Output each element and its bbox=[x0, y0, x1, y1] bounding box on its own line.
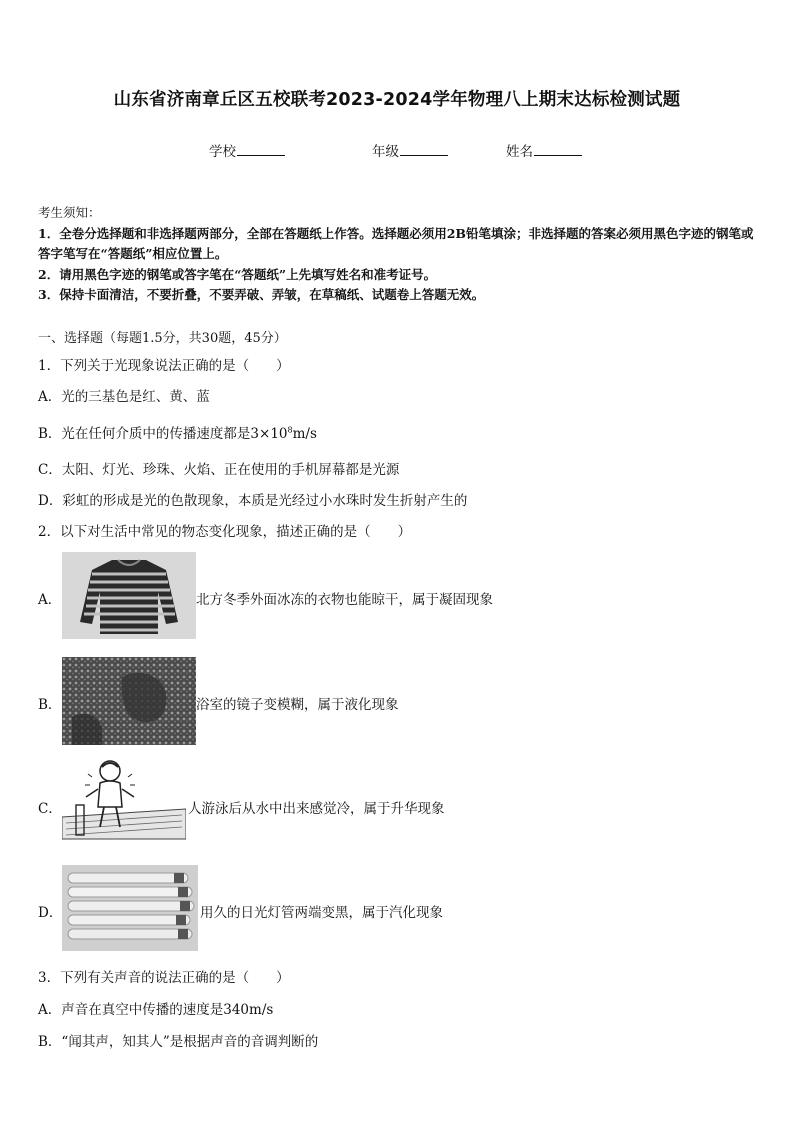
section-heading: 一、选择题（每题1.5分，共30题，45分） bbox=[38, 331, 287, 346]
q2-option-d-label: D． bbox=[38, 905, 63, 921]
q1-option-b-text: B．光在任何介质中的传播速度都是 bbox=[38, 426, 251, 442]
q2-option-b-label: B． bbox=[38, 697, 62, 713]
foggy-mirror-image bbox=[62, 657, 196, 745]
q2-option-a[interactable] bbox=[38, 552, 598, 640]
grade-field[interactable] bbox=[372, 140, 448, 160]
name-label: 姓名 bbox=[506, 144, 533, 160]
shivering-swimmer-image bbox=[62, 757, 186, 845]
q2-option-d[interactable] bbox=[38, 865, 598, 951]
q1-stem: 1．下列关于光现象说法正确的是（ ） bbox=[38, 358, 290, 374]
school-field[interactable] bbox=[209, 140, 285, 160]
fluorescent-tubes-image bbox=[62, 865, 198, 951]
q1-option-d[interactable]: D．彩虹的形成是光的色散现象，本质是光经过小水珠时发生折射产生的 bbox=[38, 493, 468, 509]
notice-item-1: 1．全卷分选择题和非选择题两部分，全部在答题纸上作答。选择题必须用2B铅笔填涂；非选择题的答案必须用黑色字迹的钢笔或答字笔写在“答题纸”相应位置上。 bbox=[38, 225, 754, 261]
name-field[interactable] bbox=[506, 140, 582, 160]
q2-option-c-label: C． bbox=[38, 801, 62, 817]
q1-option-a[interactable]: A．光的三基色是红、黄、蓝 bbox=[38, 389, 210, 405]
striped-sweater-image bbox=[62, 552, 196, 639]
q2-option-c-text: 人游泳后从水中出来感觉冷，属于升华现象 bbox=[188, 801, 445, 817]
q1-option-b-value: 3×10 bbox=[250, 426, 288, 442]
page-title: 山东省济南章丘区五校联考2023-2024学年物理八上期末达标检测试题 bbox=[113, 90, 681, 110]
q2-stem: 2．以下对生活中常见的物态变化现象，描述正确的是（ ） bbox=[38, 524, 412, 540]
q3-stem: 3．下列有关声音的说法正确的是（ ） bbox=[38, 970, 290, 986]
q2-option-b-text: 浴室的镜子变模糊，属于液化现象 bbox=[196, 697, 399, 713]
q2-option-a-label: A． bbox=[38, 592, 62, 608]
notice-heading: 考生须知： bbox=[38, 205, 101, 220]
q1-option-b-unit: m/s bbox=[292, 426, 317, 442]
q1-option-c[interactable]: C．太阳、灯光、珍珠、火焰、正在使用的手机屏幕都是光源 bbox=[38, 462, 400, 478]
q2-option-a-text: 北方冬季外面冰冻的衣物也能晾干，属于凝固现象 bbox=[196, 592, 493, 608]
q3-option-a[interactable]: A．声音在真空中传播的速度是340m/s bbox=[38, 1002, 274, 1018]
q3-option-b[interactable]: B．“闻其声，知其人”是根据声音的音调判断的 bbox=[38, 1034, 319, 1050]
q2-option-d-text: 用久的日光灯管两端变黑，属于汽化现象 bbox=[200, 905, 443, 921]
notice-item-2: 2．请用黑色字迹的钢笔或答字笔在“答题纸”上先填写姓名和准考证号。 bbox=[38, 266, 437, 282]
grade-label: 年级 bbox=[372, 144, 399, 160]
exam-notice bbox=[38, 203, 760, 306]
q2-option-b[interactable] bbox=[38, 657, 598, 745]
q1-option-b-exponent: 8 bbox=[287, 425, 293, 435]
school-label: 学校 bbox=[209, 144, 236, 160]
school-blank[interactable] bbox=[237, 143, 285, 156]
grade-blank[interactable] bbox=[400, 143, 448, 156]
name-blank[interactable] bbox=[534, 143, 582, 156]
q1-option-b[interactable] bbox=[38, 422, 317, 442]
q2-option-c[interactable] bbox=[38, 757, 598, 847]
notice-item-3: 3．保持卡面清洁，不要折叠，不要弄破、弄皱，在草稿纸、试题卷上答题无效。 bbox=[38, 287, 485, 302]
